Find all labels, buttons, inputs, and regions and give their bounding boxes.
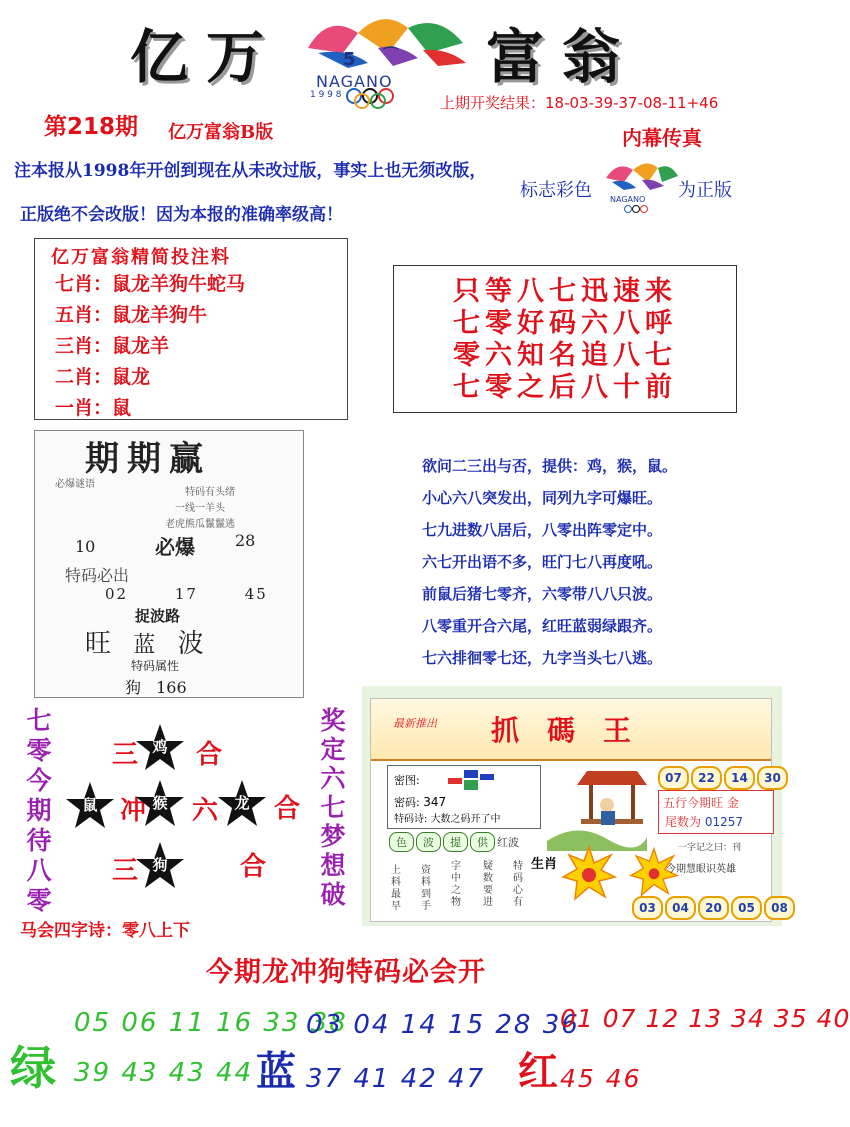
clipping-label: 捉波路 — [135, 607, 181, 625]
tail-label: 尾数为 — [665, 815, 702, 829]
picks-row-value: 鼠龙羊 — [112, 335, 170, 357]
tail-value: 01257 — [704, 815, 744, 829]
clipping-num: 45 — [244, 585, 268, 603]
blue-numbers-1: 03 04 14 15 28 36 — [306, 1010, 580, 1040]
picks-row — [55, 362, 347, 393]
logo-note — [520, 158, 760, 218]
picks-row-label: 一肖： — [55, 397, 113, 419]
poem-box — [393, 265, 737, 413]
number-ball: 08 — [764, 896, 795, 920]
edition-label: 亿万富翁B版 — [168, 122, 274, 143]
star-rat — [64, 780, 116, 832]
picks-row — [55, 393, 347, 424]
verse-line: 七九进数八居后，八零出阵零定中。 — [422, 521, 663, 539]
mi-code — [394, 794, 446, 810]
banner-text: 今期龙冲狗特码必会开 — [206, 957, 486, 988]
picks-row-label: 五肖： — [55, 304, 113, 326]
svg-text:5: 5 — [343, 49, 356, 70]
logo-note-left: 标志彩色 — [520, 180, 592, 201]
clipping-num: 28 — [235, 531, 256, 550]
wuxing-box — [658, 790, 774, 834]
star-label: 鼠 — [82, 796, 98, 814]
picks-row-label: 二肖： — [55, 366, 113, 388]
mi-box — [387, 765, 541, 829]
small-logo-icon — [598, 158, 680, 214]
poem-line: 只等八七迅速来 — [453, 276, 677, 307]
title-left: 亿万 — [130, 23, 283, 91]
verse-line: 欲问二三出与否，提供：鸡，猴，鼠。 — [422, 457, 678, 475]
red-label: 红 — [518, 1048, 558, 1095]
clipping-num: 02 — [105, 585, 129, 603]
number-ball: 14 — [724, 766, 755, 790]
tail-row — [665, 813, 773, 830]
seal: 波 — [416, 832, 441, 852]
clipping-small: 必爆谜语 — [55, 479, 95, 490]
green-numbers-2: 39 43 43 44 — [74, 1058, 254, 1088]
clipping-dog-label: 狗 — [125, 678, 142, 697]
clipping-num: 17 — [174, 585, 198, 603]
verse-line: 前鼠后猪七零齐，六零带八八只波。 — [422, 585, 663, 603]
balls-bottom — [632, 896, 797, 920]
te-poem — [394, 810, 501, 825]
picks-title: 亿万富翁精简投注料 — [51, 247, 231, 268]
number-ball: 22 — [691, 766, 722, 790]
panel-title: 抓碼王 — [491, 714, 660, 747]
pavilion-icon — [547, 761, 647, 851]
picks-row-value: 鼠龙 — [112, 366, 151, 388]
panel-tag: 最新推出 — [393, 717, 437, 730]
notice-line-2: 正版绝不会改版！因为本报的准确率级高！ — [20, 205, 343, 225]
number-ball: 30 — [757, 766, 788, 790]
mi-label: 密图: — [394, 774, 420, 787]
title-right: 富翁 — [486, 23, 639, 91]
star-label: 狗 — [152, 856, 168, 874]
seal: 提 — [443, 832, 468, 852]
star-label: 猴 — [152, 794, 168, 812]
star-diagram — [60, 712, 310, 902]
blue-label: 蓝 — [256, 1048, 296, 1095]
clipping-title: 期期赢 — [85, 439, 211, 479]
number-ball: 03 — [632, 896, 663, 920]
mi-chart-icon — [446, 768, 496, 792]
picks-row-label: 三肖： — [55, 335, 113, 357]
mi-code-value: 347 — [423, 795, 447, 809]
clipping-num: 10 — [75, 537, 96, 556]
star-rooster — [134, 722, 186, 774]
balls-top — [658, 766, 790, 790]
poem-col: 特码心有 — [513, 861, 523, 908]
picks-row-value: 鼠龙羊狗牛 — [112, 304, 208, 326]
seal-tail: 红波 — [497, 836, 519, 849]
poem-col: 字中之物 — [451, 861, 461, 908]
number-ball: 20 — [698, 896, 729, 920]
seal: 供 — [470, 832, 495, 852]
logo-note-right: 为正版 — [678, 180, 732, 201]
picks-row-value: 鼠龙羊狗牛蛇马 — [112, 273, 246, 295]
last-result-label: 上期开奖结果： — [440, 94, 546, 112]
picks-row — [55, 269, 347, 300]
verse-block — [422, 450, 677, 674]
seal-row — [389, 831, 519, 852]
verse-line: 小心六八突发出，同列九字可爆旺。 — [422, 489, 663, 507]
last-result — [440, 92, 718, 113]
panel-hero: 今期慧眼识英雄 — [666, 864, 736, 875]
burst-icon — [561, 845, 617, 901]
picks-row-label: 七肖： — [55, 273, 113, 295]
clipping-dog — [125, 675, 187, 698]
svg-text:NAGANO: NAGANO — [610, 195, 646, 204]
wuxing-text: 五行今期旺 金 — [663, 796, 739, 810]
notice-line-1: 注本报从1998年开创到现在从未改过版，事实上也无须改版， — [14, 161, 487, 181]
zhuama-panel — [362, 686, 788, 926]
clipping-label: 特码必出 — [65, 566, 130, 585]
clipping-wave — [85, 623, 204, 660]
logo-year: 1 9 9 8 — [310, 90, 342, 100]
seal: 色 — [389, 832, 414, 852]
horse-poem: 马会四字诗：零八上下 — [20, 921, 190, 941]
star-dog — [134, 840, 186, 892]
green-label: 绿 — [10, 1041, 56, 1095]
issue-number: 第218期 — [44, 114, 139, 140]
he-char: 合 — [274, 794, 301, 824]
verse-line: 七六排徊零七还，九字当头七八逃。 — [422, 649, 663, 667]
chong-char: 冲 — [120, 796, 147, 826]
poem-col: 资料到手 — [421, 865, 431, 912]
clipping-label: 特码属性 — [131, 659, 180, 673]
shengxiao-label: 生肖 — [531, 857, 558, 872]
number-ball: 07 — [658, 766, 689, 790]
verse-line: 六七开出语不多，旺门七八再度吼。 — [422, 553, 663, 571]
clipping-small: 老虎熊瓜鬣鬣逃 — [165, 519, 235, 530]
fax-label: 内幕传真 — [622, 126, 702, 150]
newspaper-clipping — [34, 430, 304, 698]
poem-col: 疑数要进 — [483, 861, 493, 908]
panel-header — [371, 699, 771, 761]
poem-line: 七零好码六八呼 — [453, 308, 677, 339]
verse-line: 八零重开合六尾，红旺蓝弱绿跟齐。 — [422, 617, 663, 635]
poem-col: 上料最早 — [391, 865, 401, 912]
svg-text:⌒: ⌒ — [383, 45, 400, 64]
green-numbers-1: 05 06 11 16 33 38 — [74, 1008, 348, 1038]
te-text: 大数之码开了中 — [430, 814, 501, 825]
star-label: 龙 — [234, 794, 250, 812]
clipping-bo: 波 — [177, 629, 204, 659]
left-vertical-text: 七零今期待八零 — [26, 706, 52, 915]
picks-box — [34, 238, 348, 420]
panel-motto: 一字记之曰：刊 — [678, 843, 742, 853]
te-label: 特码诗: — [394, 814, 428, 825]
picks-row — [55, 331, 347, 362]
star-monkey — [134, 778, 186, 830]
blue-numbers-2: 37 41 42 47 — [306, 1064, 486, 1094]
san-char: 三 — [112, 856, 139, 886]
star-dragon — [216, 778, 268, 830]
number-ball: 04 — [665, 896, 696, 920]
clipping-wang: 旺 — [85, 629, 112, 659]
clipping-small: 特码有头绪 — [185, 487, 235, 498]
last-result-value: 18-03-39-37-08-11+46 — [545, 94, 719, 112]
star-label: 鸡 — [152, 738, 168, 756]
logo-text: NAGANO — [316, 72, 393, 91]
clipping-wave-color: 蓝 — [133, 633, 156, 658]
clipping-small: 一线一羊头 — [175, 503, 225, 514]
poem-line: 七零之后八十前 — [453, 372, 677, 403]
he-char: 合 — [240, 852, 267, 882]
right-vertical-text: 奖定六七梦想破 — [320, 706, 346, 909]
clipping-nums — [105, 585, 268, 603]
picks-row-value: 鼠 — [112, 397, 132, 419]
mi-code-label: 密码: — [394, 796, 420, 809]
he-char: 合 — [196, 740, 223, 770]
liu-char: 六 — [192, 796, 219, 826]
clipping-bao: 必爆 — [155, 535, 195, 559]
clipping-dog-num: 166 — [156, 678, 187, 697]
picks-row — [55, 300, 347, 331]
san-char: 三 — [112, 740, 139, 770]
number-ball: 05 — [731, 896, 762, 920]
poem-line: 零六知名追八七 — [453, 340, 677, 371]
red-numbers-2: 45 46 — [560, 1064, 642, 1093]
picks-list — [55, 269, 347, 424]
red-numbers-1: 01 07 12 13 34 35 40 — [560, 1004, 850, 1033]
